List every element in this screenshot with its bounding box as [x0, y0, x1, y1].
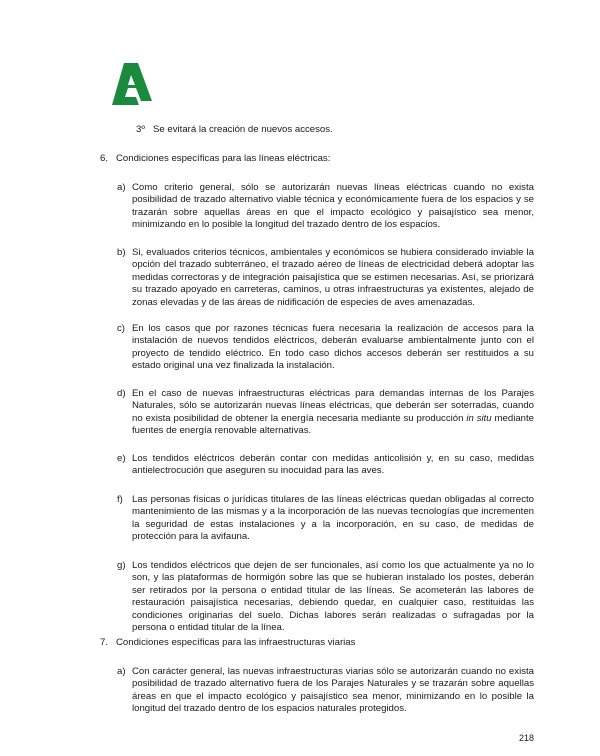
junta-andalucia-logo-icon — [100, 55, 170, 110]
section-7-item-a-text: Con carácter general, las nuevas infraestructuras viarias sólo se autorizarán cuando no exista posibilidad de trazado alternativo fuera de los Parajes Naturales y se trazarán sobre aquellas áreas en que el impacto ecológico y paisajístico sea menor, minimizando en lo posible la longitud del trazado dentro de los espacios naturales protegidos. — [132, 666, 534, 715]
item-3-text: Se evitará la creación de nuevos accesos. — [153, 124, 333, 135]
item-d-text-before: En el caso de nuevas infraestructuras eléctricas para demandas internas de los Parajes Naturales, sólo se autorizarán nuevas líneas eléctricas, que deberán ser soterradas, cuando no exista posibilidad de obtener la energía necesaria mediante su producción — [132, 388, 534, 424]
section-6-item-e-marker: e) — [117, 453, 126, 464]
section-6-item-e-text: Los tendidos eléctricos deberán contar con medidas anticolisión y, en su caso, medidas antielectrocución que aseguren su inocuidad para las aves. — [132, 453, 534, 477]
section-6-item-b-marker: b) — [117, 247, 126, 258]
section-6-item-d-text — [132, 388, 534, 438]
section-6-item-b-text: Si, evaluados criterios técnicos, ambientales y económicos se hubiera considerado inviable la opción del trazado subterráneo, el trazado aéreo de líneas de electricidad deberá adoptar las medidas correctoras y de integración paisajística que se estimen necesarias. Así, se priorizará su trazado apoyado en carreteras, caminos, u otras infraestructuras ya existentes, alejado de zonas elevadas y de las áreas de nidificación de especies de aves amenazadas. — [132, 247, 534, 308]
item-d-text-after: mediante fuentes de energía renovable alternativas. — [132, 412, 535, 437]
item-3-marker: 3º — [136, 124, 145, 135]
section-6-item-c-marker: c) — [117, 323, 125, 334]
item-d-text-italic: in situ — [466, 412, 492, 424]
section-6-item-f-marker: f) — [117, 494, 123, 505]
section-7-heading: 7. Condiciones específicas para las infraestructuras viarias — [100, 637, 356, 648]
section-6-item-a-text: Como criterio general, sólo se autorizarán nuevas líneas eléctricas cuando no exista posibilidad de trazado alternativo viable técnica y económicamente fuera de los espacios y se trazarán sobre aquellas áreas en que el impacto ecológico y paisajístico sea menor, minimizando en lo posible la longitud del trazado dentro de los espacios. — [132, 182, 534, 231]
page-number: 218 — [518, 733, 534, 743]
section-6-item-a-marker: a) — [117, 182, 126, 193]
section-6-item-g-marker: g) — [117, 560, 126, 571]
section-6-item-c-text: En los casos que por razones técnicas fuera necesaria la realización de accesos para la instalación de nuevos tendidos eléctricos, deberán evaluarse ambientalmente junto con el proyecto de tendido eléctrico. En todo caso dichos accesos deberán ser restituidos a su estado original una vez finalizada la instalación. — [132, 323, 534, 372]
logo-graphic — [100, 55, 170, 110]
section-6-heading: 6. Condiciones específicas para las líneas eléctricas: — [100, 153, 331, 164]
section-6-item-d-marker: d) — [117, 388, 126, 399]
section-7-item-a-marker: a) — [117, 666, 126, 677]
section-6-item-f-text: Las personas físicas o jurídicas titulares de las líneas eléctricas quedan obligadas al correcto mantenimiento de las mismas y a la incorporación de las nuevas tecnologías que incrementen la seguridad de estas instalaciones y a la incorporación, en su caso, de medidas de protección para la avifauna. — [132, 494, 534, 543]
section-6-item-g-text: Los tendidos eléctricos que dejen de ser funcionales, así como los que actualmente ya no lo son, y las plataformas de hormigón sobre las que se hubieran instalado los postes, deberán ser retirados por la persona o entidad titular de las líneas. Se acometerán las labores de restauración paisajística necesarias, debiendo quedar, en cualquier caso, restituidas las condiciones originarias del suelo. Dichas labores serán realizadas o sufragadas por la persona o entidad titular de la línea. — [132, 560, 534, 634]
